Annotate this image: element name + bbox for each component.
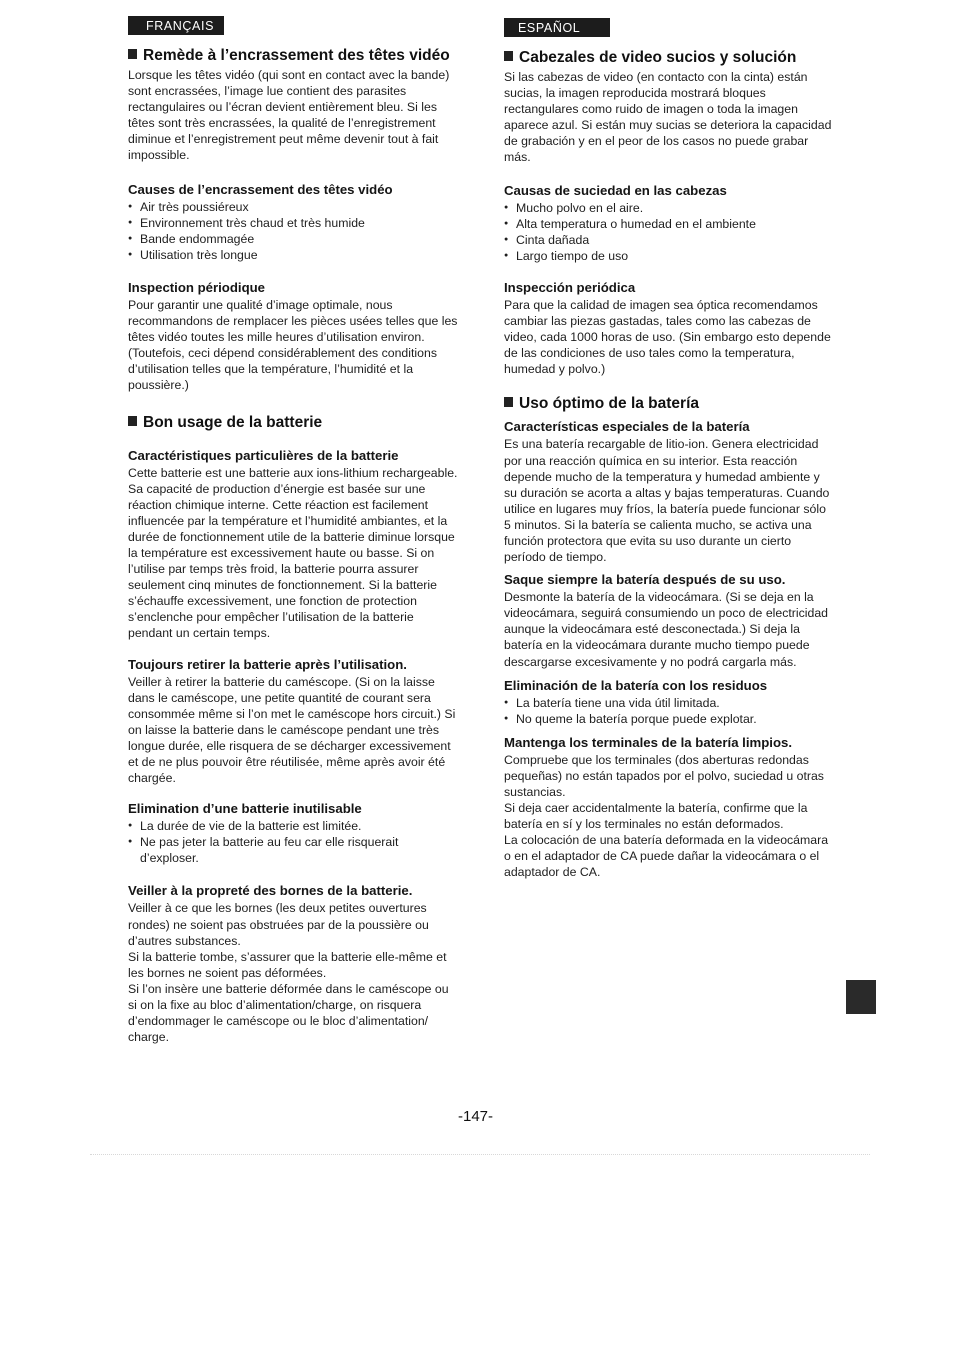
- section-title-battery: [128, 414, 458, 432]
- paragraph-heads-intro: Lorsque les têtes vidéo (qui sont en contact avec la bande) sont encrassées, l’image lue contient des parasites rectangulaires ou l’écran devient entièrement bleu. Si les têtes sont très encrassées, la qualité de l’enregistrement diminue et l’enregistrement peut même devenir tout à fait impossible.: [128, 68, 450, 163]
- list-item: ● Ne pas jeter la batterie au feu car elle risquerait d’exploser.: [128, 834, 458, 866]
- paragraph-terminals-3: La colocación de una batería deformada en la videocámara o en el adaptador de CA puede dañar la videocámara o el adaptador de CA.: [504, 833, 829, 880]
- section-title-heads: [504, 49, 836, 67]
- paragraph-remove-battery: Desmonte la batería de la videocámara. (Si se deja en la videocámara, seguirá consumiendo un poco de electricidad aunque la videocámara esté desconectada.) Si deja la batería en la videocámara durante mucho tiempo puede descargarse excesivamente y no podrá cargarla más.: [504, 590, 829, 669]
- list-item: ● Bande endommagée: [128, 231, 458, 247]
- french-column: [128, 16, 458, 1045]
- section-title-text: Cabezales de video sucios y solución: [519, 49, 797, 66]
- section-square-icon: [504, 51, 513, 61]
- subheading-disposal: Eliminación de la batería con los residuos: [504, 677, 768, 693]
- subheading-causes: Causes de l’encrassement des têtes vidéo: [128, 181, 393, 197]
- section-square-icon: [128, 49, 137, 59]
- list-item: ● La batería tiene una vida útil limitada.: [504, 695, 836, 711]
- subheading-inspection: Inspection périodique: [128, 279, 266, 295]
- paragraph-terminals-3: Si l’on insère une batterie déformée dans le caméscope ou si on la fixe au bloc d’alimentation/charge, on risquera d’endommager le caméscope ou le bloc d’alimentation/ charge.: [128, 981, 449, 1045]
- causes-list: [504, 200, 836, 264]
- disposal-list: [504, 695, 836, 727]
- paragraph-terminals-1: Compruebe que los terminales (dos aberturas redondas pequeñas) no están tapados por el polvo, suciedad u otras sustancias.: [504, 752, 824, 799]
- disposal-list: [128, 818, 458, 866]
- subheading-characteristics: Características especiales de la batería: [504, 419, 750, 435]
- list-item: ● Mucho polvo en el aire.: [504, 200, 836, 216]
- page-number: -147-: [458, 1108, 494, 1125]
- list-item: ● Alta temperatura o humedad en el ambiente: [504, 216, 836, 232]
- paragraph-characteristics: Es una batería recargable de litio-ion. Genera electricidad por una reacción química en su interior. Esta reacción depende mucho de la temperatura y humedad ambiente y su duración se acorta a altas y bajas temperaturas. Cuando utilice en lugares muy fríos, la batería puede funcionar sólo 5 minutos. Si la batería se calienta mucho, se activa una función protectora que evita su uso durante un cierto período de tiempo.: [504, 437, 830, 565]
- paragraph-inspection: Para que la calidad de imagen sea óptica recomendamos cambiar las piezas gastadas, tales como las cabezas de video, cada 1000 horas de uso. (Sin embargo esto depende de las condiciones de uso tales como la temperatura, humedad y polvo.): [504, 297, 831, 377]
- subheading-causes: Causas de suciedad en las cabezas: [504, 182, 727, 198]
- list-item: ● Air très poussiéreux: [128, 199, 458, 215]
- section-square-icon: [128, 416, 137, 426]
- list-item: ● Utilisation très longue: [128, 247, 458, 263]
- section-title-text: Remède à l’encrassement des têtes vidéo: [143, 47, 450, 64]
- paragraph-terminals-2: Si la batterie tombe, s’assurer que la batterie elle-même et les bornes ne soient pas déformées.: [128, 949, 447, 980]
- subheading-inspection: Inspección periódica: [504, 279, 636, 295]
- list-item: ● Largo tiempo de uso: [504, 248, 836, 264]
- paragraph-characteristics: Cette batterie est une batterie aux ions-lithium rechargeable. Sa capacité de production d’énergie est basée sur une réaction chimique interne. Cette réaction est facilement influencée par la température et l’humidité ambiantes, et la durée de fonctionnement utile de la batterie diminue lorsque la température est excessivement haute ou basse. Si on l’utilise par temps très froid, la batterie pourra assurer seulement cinq minutes de fonctionnement. Si la batterie s’échauffe excessivement, une fonction de protection s’enclenche pour empêcher l’utilisation de la batterie pendant un certain temps.: [128, 465, 458, 641]
- paragraph-terminals-2: Si deja caer accidentalmente la batería, confirme que la batería en sí y los terminales no están deformados.: [504, 801, 808, 832]
- subheading-terminals: Mantenga los terminales de la batería limpios.: [504, 734, 793, 750]
- subheading-disposal: Elimination d’une batterie inutilisable: [128, 801, 362, 817]
- paragraph-remove-battery: Veiller à retirer la batterie du caméscope. (Si on la laisse dans le caméscope, une petite quantité de courant sera consommée même si l’on met le caméscope hors circuit.) Si on laisse la batterie dans le caméscope pendant une très longue durée, elle risquera de se décharger excessivement et de ne plus pouvoir être réutilisée, même après avoir été chargée.: [128, 674, 456, 786]
- page-edge-tab-marker: [846, 980, 876, 1014]
- list-item: ● Cinta dañada: [504, 232, 836, 248]
- paragraph-inspection: Pour garantir une qualité d’image optimale, nous recommandons de remplacer les pièces usées telles que les têtes vidéo toutes les mille heures d’utilisation environ. (Toutefois, ceci dépend considérablement des conditions d’utilisation telles que la température, l’humidité et la poussière.): [128, 297, 458, 393]
- list-item: ● Environnement très chaud et très humide: [128, 215, 458, 231]
- list-item: ● La durée de vie de la batterie est limitée.: [128, 818, 458, 834]
- section-title-battery: [504, 395, 836, 413]
- causes-list: [128, 199, 458, 263]
- subheading-remove-battery: Toujours retirer la batterie après l’utilisation.: [128, 656, 407, 672]
- section-title-text: Bon usage de la batterie: [143, 413, 323, 431]
- section-title-heads: [128, 47, 458, 65]
- spanish-column: [504, 16, 836, 881]
- subheading-terminals: Veiller à la propreté des bornes de la batterie.: [128, 883, 413, 899]
- subheading-remove-battery: Saque siempre la batería después de su uso.: [504, 572, 786, 588]
- paragraph-terminals-1: Veiller à ce que les bornes (les deux petites ouvertures rondes) ne soient pas obstruées par de la poussière ou d’autres substances.: [128, 901, 429, 948]
- section-title-text: Uso óptimo de la batería: [519, 395, 700, 413]
- section-square-icon: [504, 397, 513, 407]
- language-tag-spanish: ESPAÑOL: [504, 18, 610, 37]
- subheading-characteristics: Caractéristiques particulières de la batterie: [128, 447, 399, 463]
- divider: [90, 1154, 870, 1155]
- language-tag-french: FRANÇAIS: [128, 16, 224, 35]
- paragraph-heads-intro: Si las cabezas de video (en contacto con la cinta) están sucias, la imagen reproducida mostrará bloques rectangulares como ruido de imagen o toda la imagen aparece azul. Si están muy sucias se deteriora la capacidad de grabación y en el peor de los casos no puede grabar más.: [504, 70, 832, 165]
- list-item: ● No queme la batería porque puede explotar.: [504, 711, 836, 727]
